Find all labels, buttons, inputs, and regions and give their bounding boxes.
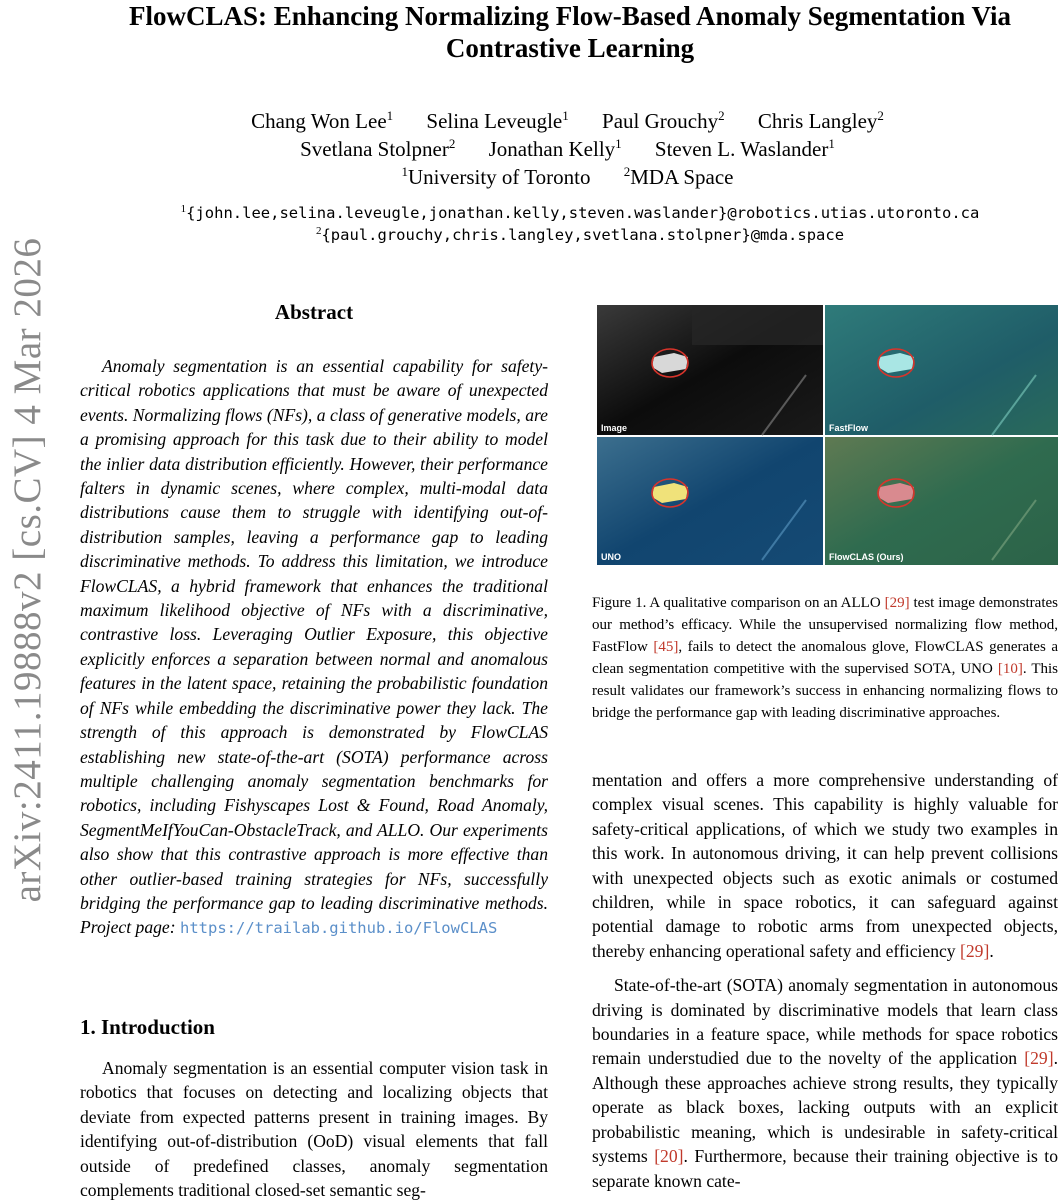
affiliation: $^1$University of Toronto bbox=[401, 164, 591, 189]
author: Paul Grouchy$^2$ bbox=[602, 108, 725, 133]
panel-uno bbox=[597, 437, 823, 565]
authors-row-2 bbox=[150, 136, 985, 162]
citation-link[interactable]: [29] bbox=[884, 595, 910, 611]
figure-1-caption: Figure 1. A qualitative comparison on an ALLO [29] test image demonstrates our method’s efficacy. While the unsupervised normalizing flow method, FastFlow [45], fails to detect the anomalous glove, FlowCLAS generates a clean segmentation competitive with the supervised SOTA, UNO [10]. This result validates our framework’s success in enhancing normalizing flows to bridge the performance gap with leading discriminative approaches. bbox=[592, 595, 1058, 721]
author: Chang Won Lee$^1$ bbox=[251, 108, 394, 133]
affiliation: $^2$MDA Space bbox=[623, 164, 734, 189]
paper-title bbox=[70, 0, 1060, 64]
panel-label-uno: UNO bbox=[601, 552, 621, 562]
introduction-text: Anomaly segmentation is an essential computer vision task in robotics that focuses on detecting and localizing objects that deviate from expected patterns present in training images. By identifying out-of-distribution (OoD) visual elements that fall outside of predefined classes, anomaly segmentation complements traditional closed-set semantic seg- bbox=[80, 1058, 548, 1201]
figure-1 bbox=[592, 305, 1058, 565]
title-line-2: Contrastive Learning bbox=[445, 33, 695, 63]
abstract-body bbox=[80, 354, 548, 941]
citation-link[interactable]: [29] bbox=[960, 940, 990, 961]
panel-fastflow bbox=[825, 305, 1058, 435]
email-line-2: $^2${paul.grouchy,chris.langley,svetlana.stolpner}@mda.space bbox=[315, 225, 845, 244]
panel-image bbox=[597, 305, 823, 435]
project-page-link[interactable]: https://trailab.github.io/FlowCLAS bbox=[180, 919, 498, 938]
panel-label-fastflow: FastFlow bbox=[829, 423, 869, 433]
authors-row-1 bbox=[150, 108, 985, 134]
citation-link[interactable]: [10] bbox=[997, 661, 1023, 677]
citation-link[interactable]: [29] bbox=[1024, 1048, 1054, 1069]
affiliations bbox=[150, 164, 985, 190]
paragraph: State-of-the-art (SOTA) anomaly segmentation in autonomous driving is dominated by discriminative models that learn class boundaries in a feature space, while methods for space robotics remain understudied due to the novelty of the application [29]. Although these approaches achieve strong results, they typically operate as black boxes, lacking outputs with an explicit probabilistic meaning, which is undesirable in safety-critical systems [20]. Furthermore, because their training objective is to separate known cate- bbox=[592, 975, 1058, 1191]
citation-link[interactable]: [20] bbox=[654, 1146, 684, 1167]
title-line-1: FlowCLAS: Enhancing Normalizing Flow-Based Anomaly Segmentation Via bbox=[128, 1, 1012, 31]
abstract-heading: Abstract bbox=[274, 300, 354, 324]
author: Selina Leveugle$^1$ bbox=[426, 108, 569, 133]
section-heading-introduction: 1. Introduction bbox=[80, 1015, 215, 1039]
author: Jonathan Kelly$^1$ bbox=[488, 136, 622, 161]
arxiv-side-stamp: arXiv:2411.19888v2 [cs.CV] 4 Mar 2026 bbox=[6, 237, 49, 903]
citation-link[interactable]: [45] bbox=[653, 639, 679, 655]
email-line-1: $^1${john.lee,selina.leveugle,jonathan.kelly,steven.waslander}@robotics.utias.utoronto.ca bbox=[180, 203, 980, 222]
panel-label-flowclas: FlowCLAS (Ours) bbox=[829, 552, 904, 562]
figure-1-grid bbox=[592, 305, 1058, 565]
right-column-body bbox=[592, 768, 1058, 1193]
author: Chris Langley$^2$ bbox=[757, 108, 884, 133]
introduction-body bbox=[80, 1056, 548, 1202]
panel-label-image: Image bbox=[601, 423, 628, 433]
author: Svetlana Stolpner$^2$ bbox=[300, 136, 456, 161]
author: Steven L. Waslander$^1$ bbox=[654, 136, 835, 161]
abstract-text: Anomaly segmentation is an essential capability for safety-critical robotics applications that must be aware of unexpected events. Normalizing flows (NFs), a class of generative models, are a promising approach for this task due to their ability to model the inlier data distribution efficiently. However, their performance falters in dynamic scenes, where complex, multi-modal data distributions cause them to struggle with identifying out-of-distribution samples, leaving a performance gap to leading discriminative methods. To address this limitation, we introduce FlowCLAS, a hybrid framework that enhances the traditional maximum likelihood objective of NFs with a discriminative, contrastive loss. Leveraging Outlier Exposure, this objective explicitly enforces a separation between normal and anomalous features in the latent space, retaining the probabilistic foundation of NFs while embedding the discriminative power they lack. The strength of this approach is demonstrated by FlowCLAS establishing new state-of-the-art (SOTA) performance across multiple challenging anomaly segmentation benchmarks for robotics, including Fishyscapes Lost & Found, Road Anomaly, SegmentMeIfYouCan-ObstacleTrack, and ALLO. Our experiments also show that this contrastive approach is more effective than other outlier-based training strategies for NFs, successfully bridging the performance gap to leading discriminative methods. Project page: bbox=[80, 356, 548, 938]
panel-flowclas bbox=[825, 437, 1058, 565]
paragraph: mentation and offers a more comprehensive understanding of complex visual scenes. This capability is highly valuable for safety-critical applications, of which we study two examples in this work. In autonomous driving, it can help prevent collisions with unexpected objects such as exotic animals or costumed children, while in space robotics, it can safeguard against potential damage to robotic arms from unexpected objects, thereby enhancing operational safety and efficiency [29]. bbox=[592, 770, 1058, 961]
